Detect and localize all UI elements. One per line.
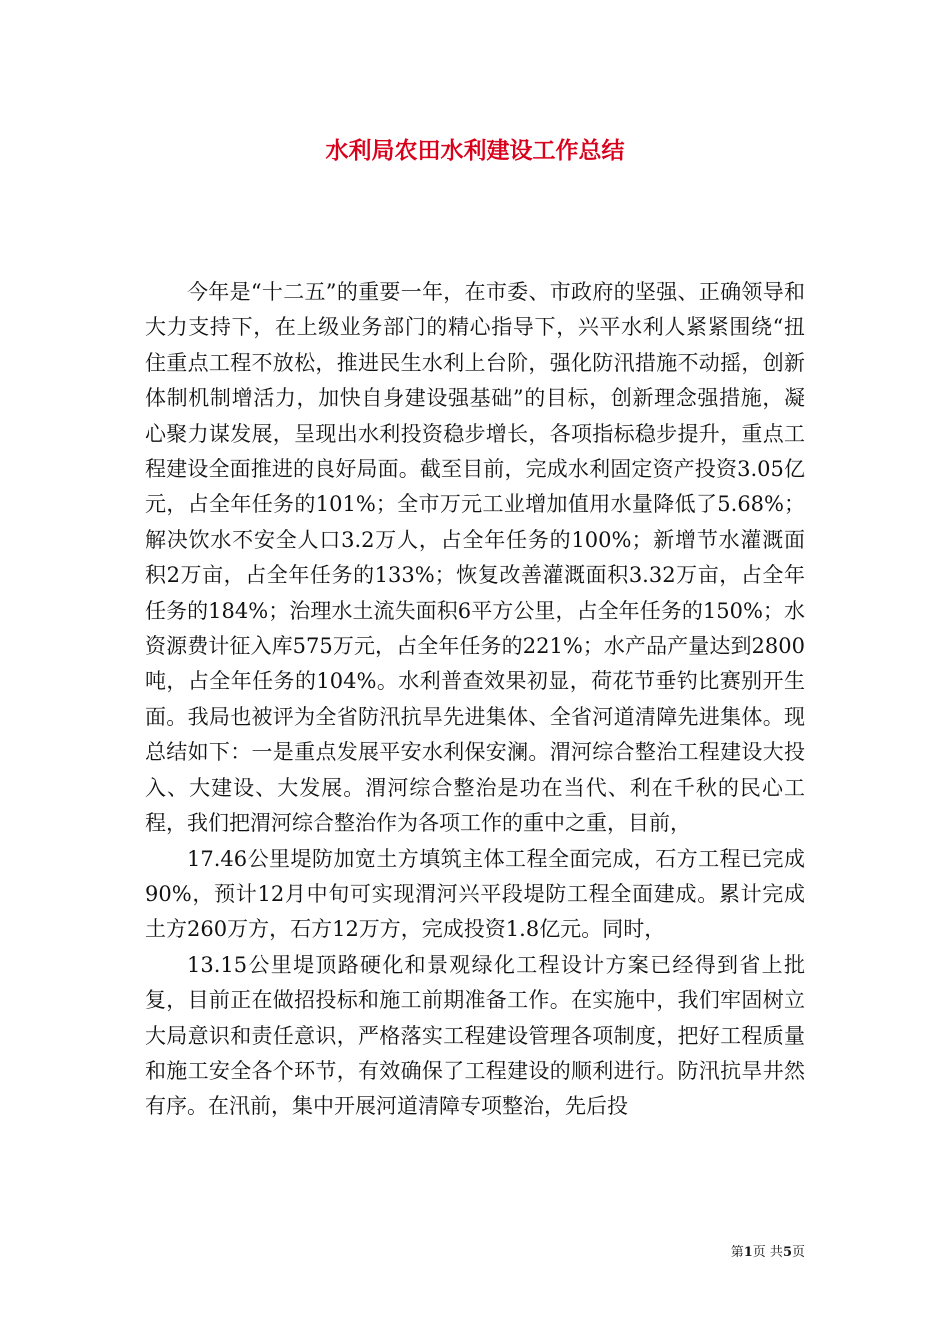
paragraph-3: 13.15公里堤顶路硬化和景观绿化工程设计方案已经得到省上批复，目前正在做招投标和施工前期准备工作。在实施中，我们牢固树立大局意识和责任意识，严格落实工程建设管理各项制度，把好工程质量和施工安全各个环节，有效确保了工程建设的顺利进行。防汛抗旱井然有序。在汛前，集中开展河道清障专项整治，先后投 — [145, 952, 805, 1119]
paragraph-1: 今年是“十二五”的重要一年，在市委、市政府的坚强、正确领导和大力支持下，在上级业务部门的精心指导下，兴平水利人紧紧围绕“扭住重点工程不放松，推进民生水利上台阶，强化防汛措施不动摇，创新体制机制增活力，加快自身建设强基础”的目标，创新理念强措施，凝心聚力谋发展，呈现出水利投资稳步增长，各项指标稳步提升，重点工程建设全面推进的良好局面。截至目前，完成水利固定资产投资3.05亿元，占全年任务的101%；全市万元工业增加值用水量降低了5.68%；解决饮水不安全人口3.2万人，占全年任务的100%；新增节水灌溉面积2万亩，占全年任务的133%；恢复改善灌溉面积3.32万亩，占全年任务的184%；治理水土流失面积6平方公里，占全年任务的150%；水资源费计征入库575万元，占全年任务的221%；水产品产量达到2800吨，占全年任务的104%。水利普查效果初显，荷花节垂钓比赛别开生面。我局也被评为全省防汛抗旱先进集体、全省河道清障先进集体。现总结如下：一是重点发展平安水利保安澜。渭河综合整治工程建设大投入、大建设、大发展。渭河综合整治是功在当代、利在千秋的民心工程，我们把渭河综合整治作为各项工作的重中之重，目前， — [145, 280, 805, 836]
document-title: 水利局农田水利建设工作总结 — [325, 137, 625, 164]
footer-total-pages: 5 — [782, 1245, 792, 1260]
page-number-footer — [731, 1244, 805, 1262]
document-body — [145, 275, 805, 1125]
footer-prefix: 第 — [730, 1245, 744, 1260]
paragraph-2: 17.46公里堤防加宽土方填筑主体工程全面完成，石方工程已完成90%，预计12月中旬可实现渭河兴平段堤防工程全面建成。累计完成土方260万方，石方12万方，完成投资1.8亿元。同时， — [145, 846, 805, 942]
footer-current-page: 1 — [743, 1245, 753, 1260]
footer-suffix: 页 — [791, 1245, 805, 1260]
footer-middle: 页 共 — [752, 1245, 783, 1260]
